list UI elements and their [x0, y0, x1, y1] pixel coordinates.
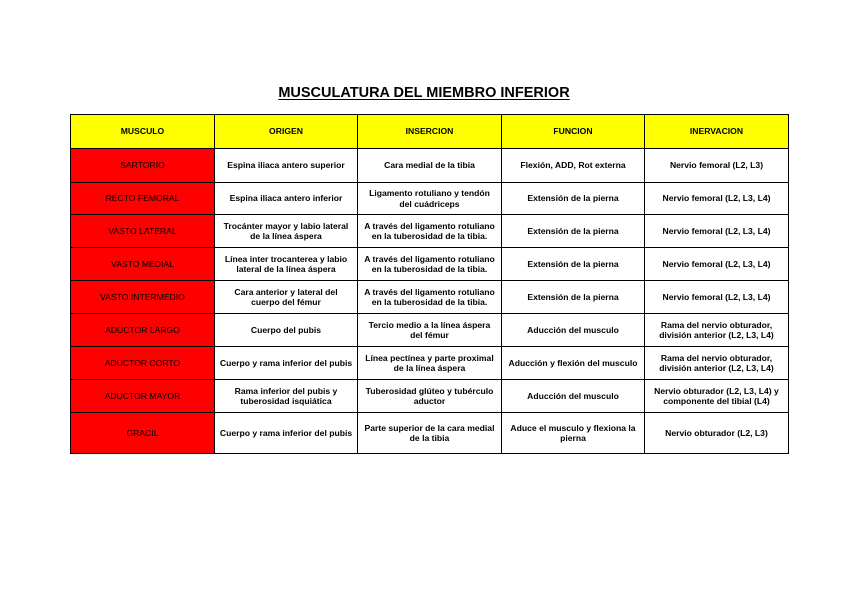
insertion-cell: A través del ligamento rotuliano en la tuberosidad de la tibia.	[358, 248, 502, 281]
muscle-name-cell	[71, 248, 215, 281]
table-row	[71, 413, 789, 454]
innervation-cell: Rama del nervio obturador, división anterior (L2, L3, L4)	[645, 314, 789, 347]
function-cell: Aduce el musculo y flexiona la pierna	[502, 413, 645, 454]
muscle-name: ADUCTOR MAYOR	[104, 390, 181, 401]
function-cell: Extensión de la pierna	[502, 183, 645, 215]
function-cell: Extensión de la pierna	[502, 248, 645, 281]
function-cell: Aducción del musculo	[502, 380, 645, 413]
header-origen: ORIGEN	[215, 115, 358, 149]
innervation-cell: Nervio femoral (L2, L3, L4)	[645, 183, 789, 215]
muscle-table	[70, 114, 789, 454]
insertion-cell: A través del ligamento rotuliano en la tuberosidad de la tibia.	[358, 281, 502, 314]
insertion-cell: A través del ligamento rotuliano en la tuberosidad de la tibia.	[358, 215, 502, 248]
table-row	[71, 215, 789, 248]
muscle-name: VASTO LATERAL	[108, 225, 177, 236]
insertion-cell: Tuberosidad glúteo y tubérculo aductor	[358, 380, 502, 413]
muscle-name-cell	[71, 413, 215, 454]
insertion-cell: Ligamento rotuliano y tendón del cuádriceps	[358, 183, 502, 215]
function-cell: Aducción del musculo	[502, 314, 645, 347]
innervation-cell: Nervio femoral (L2, L3)	[645, 149, 789, 183]
function-cell: Aducción y flexión del musculo	[502, 347, 645, 380]
page-title	[0, 84, 848, 102]
innervation-cell: Rama del nervio obturador, división anterior (L2, L3, L4)	[645, 347, 789, 380]
insertion-cell: Cara medial de la tibia	[358, 149, 502, 183]
table-row	[71, 248, 789, 281]
muscle-name-cell	[71, 281, 215, 314]
header-funcion: FUNCION	[502, 115, 645, 149]
table-row	[71, 183, 789, 215]
innervation-cell: Nervio obturador (L2, L3)	[645, 413, 789, 454]
muscle-name: SARTORIO	[120, 160, 165, 171]
muscle-name-cell	[71, 215, 215, 248]
insertion-cell: Tercio medio a la línea áspera del fémur	[358, 314, 502, 347]
muscle-name-cell	[71, 314, 215, 347]
origin-cell: Cuerpo del pubis	[215, 314, 358, 347]
muscle-name-cell	[71, 183, 215, 215]
insertion-cell: Parte superior de la cara medial de la tibia	[358, 413, 502, 454]
muscle-name: ADUCTOR CORTO	[104, 357, 181, 368]
innervation-cell: Nervio femoral (L2, L3, L4)	[645, 215, 789, 248]
origin-cell: Cara anterior y lateral del cuerpo del fémur	[215, 281, 358, 314]
muscle-name: RECTO FEMORAL	[105, 193, 180, 204]
table-row	[71, 281, 789, 314]
origin-cell: Rama inferior del pubis y tuberosidad isquiática	[215, 380, 358, 413]
origin-cell: Espina iliaca antero superior	[215, 149, 358, 183]
header-musculo: MUSCULO	[71, 115, 215, 149]
table-header-row	[71, 115, 789, 149]
function-cell: Flexión, ADD, Rot externa	[502, 149, 645, 183]
table-row	[71, 314, 789, 347]
function-cell: Extensión de la pierna	[502, 215, 645, 248]
muscle-name-cell	[71, 149, 215, 183]
insertion-cell: Línea pectínea y parte proximal de la línea áspera	[358, 347, 502, 380]
origin-cell: Espina iliaca antero inferior	[215, 183, 358, 215]
origin-cell: Cuerpo y rama inferior del pubis	[215, 347, 358, 380]
origin-cell: Trocánter mayor y labio lateral de la línea áspera	[215, 215, 358, 248]
table-row	[71, 347, 789, 380]
table-row	[71, 149, 789, 183]
muscle-name-cell	[71, 380, 215, 413]
function-cell: Extensión de la pierna	[502, 281, 645, 314]
innervation-cell: Nervio obturador (L2, L3, L4) y componente del tibial (L4)	[645, 380, 789, 413]
muscle-name: GRACIL	[126, 427, 159, 438]
page-title-text: MUSCULATURA DEL MIEMBRO INFERIOR	[278, 85, 570, 101]
innervation-cell: Nervio femoral (L2, L3, L4)	[645, 281, 789, 314]
muscle-name: VASTO MEDIAL	[111, 258, 174, 269]
table-row	[71, 380, 789, 413]
muscle-name: ADUCTOR LARGO	[105, 324, 180, 335]
origin-cell: Línea inter trocanterea y labio lateral de la línea áspera	[215, 248, 358, 281]
header-insercion: INSERCION	[358, 115, 502, 149]
header-inervacion: INERVACION	[645, 115, 789, 149]
innervation-cell: Nervio femoral (L2, L3, L4)	[645, 248, 789, 281]
muscle-name: VASTO INTERMEDIO	[100, 291, 185, 302]
origin-cell: Cuerpo y rama inferior del pubis	[215, 413, 358, 454]
muscle-name-cell	[71, 347, 215, 380]
